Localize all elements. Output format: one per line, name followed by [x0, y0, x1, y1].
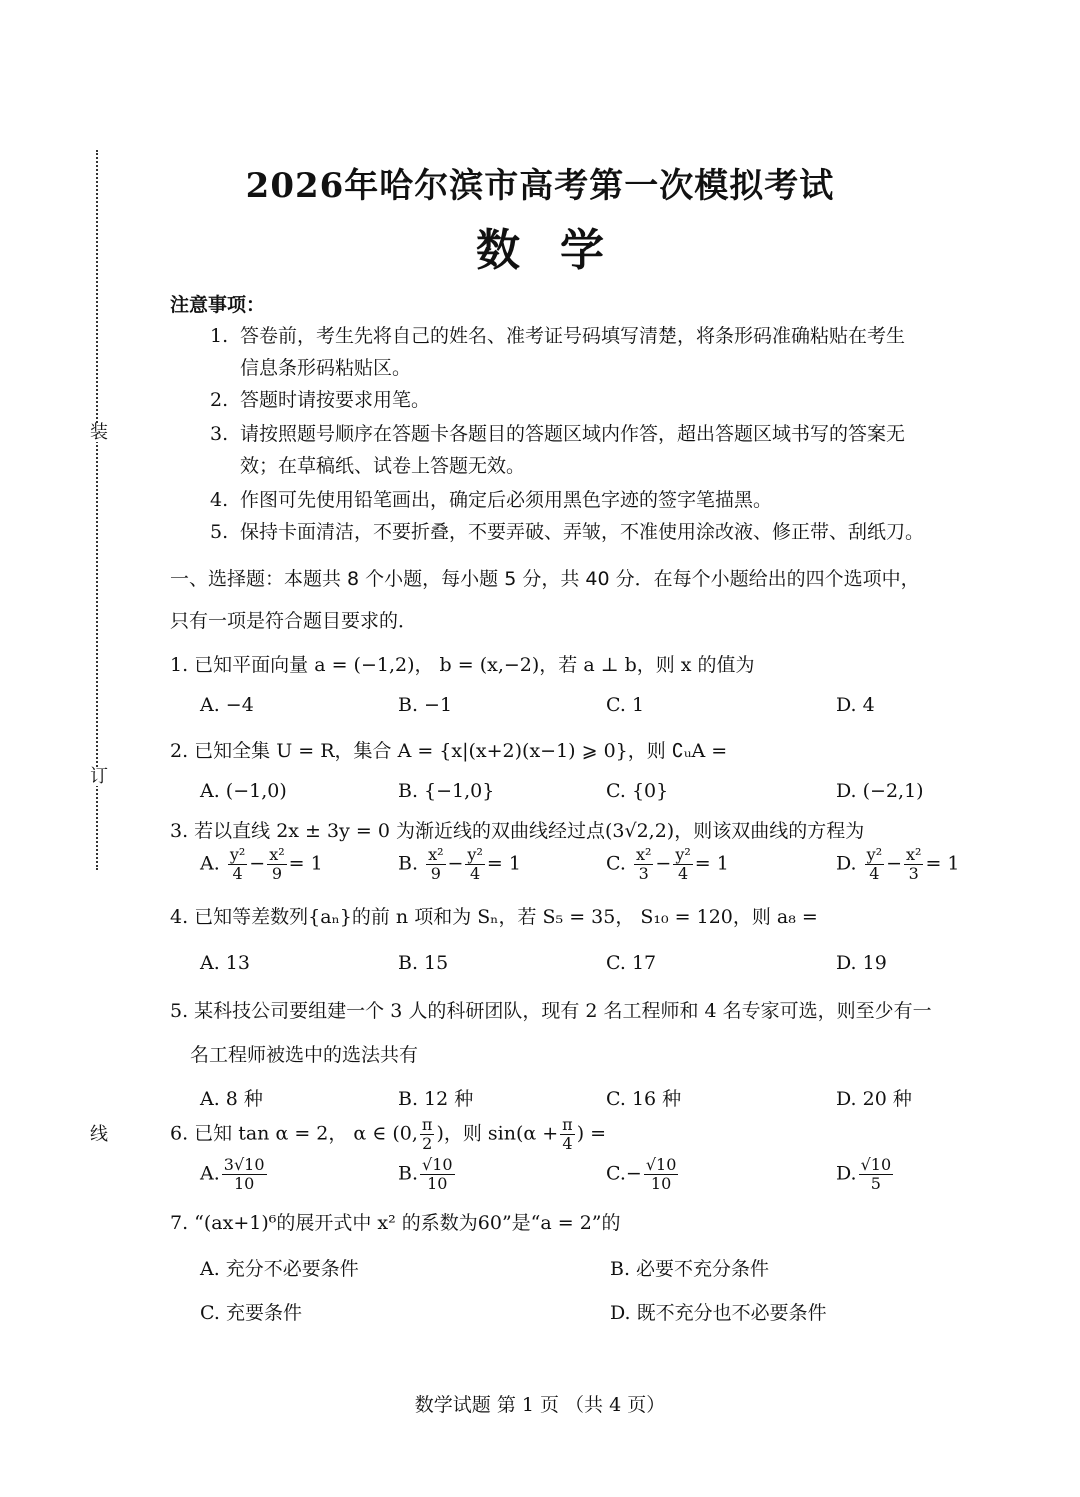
question-1-stem: 1. 已知平面向量 a = (−1,2)， b = (x,−2)，若 a ⊥ b，则 x 的值为: [170, 654, 755, 676]
q6-stem-pre: 6. 已知 tan α = 2， α ∈ (0,: [170, 1122, 418, 1145]
question-5-stem-line-1: 5. 某科技公司要组建一个 3 人的科研团队，现有 2 名工程师和 4 名专家可选，则至少有一: [170, 1000, 932, 1022]
q2-option-c: C. {0}: [606, 780, 669, 802]
q4-option-d: D. 19: [836, 952, 887, 974]
notice-num: 2.: [210, 389, 229, 411]
numerator: π: [421, 1115, 433, 1134]
section-line-2: 只有一项是符合题目要求的．: [170, 610, 418, 632]
notice-item-1: [210, 320, 980, 384]
q2-option-d: D. (−2,1): [836, 780, 924, 802]
q2-option-a: A. (−1,0): [200, 780, 287, 802]
numerator: x²: [428, 845, 444, 864]
q3-option-c: C. $\frac{\text{x²}}{3}$ − $\frac{\text{y²}}{4}$ = 1: [606, 845, 729, 883]
q5-option-c: C. 16 种: [606, 1088, 682, 1110]
numerator: π: [562, 1115, 573, 1134]
q3-option-a: A. $\frac{\text{y²}}{4}$ − $\frac{\text{x²}}{9}$ = 1: [200, 845, 323, 883]
option-label: A.: [200, 852, 220, 875]
option-label: C.: [606, 1162, 626, 1185]
option-label: B.: [398, 852, 419, 875]
notice-text: 作图可先使用铅笔画出，确定后必须用黑色字迹的签字笔描黑。: [240, 489, 773, 511]
denominator: 10: [650, 1174, 672, 1193]
numerator: x²: [906, 845, 922, 864]
notice-num: 3.: [210, 423, 229, 445]
denominator: 5: [870, 1174, 881, 1193]
q6-option-d: [836, 1156, 895, 1193]
numerator: y²: [675, 845, 691, 864]
question-4-stem: 4. 已知等差数列{aₙ}的前 n 项和为 Sₙ，若 S₅ = 35， S₁₀ = 120，则 a₈ =: [170, 906, 818, 928]
page-footer: 数学试题 第 1 页 （共 4 页）: [414, 1394, 666, 1416]
notice-item-3: [210, 418, 980, 482]
question-2-stem: 2. 已知全集 U = R，集合 A = {x|(x+2)(x−1) ⩾ 0}，则 ∁ᵤA =: [170, 740, 728, 762]
denominator: 4: [562, 1134, 573, 1153]
notice-text: 答卷前，考生先将自己的姓名、准考证号码填写清楚，将条形码准确粘贴在考生: [240, 325, 906, 347]
equation-rhs: = 1: [925, 852, 960, 875]
q5-option-a: A. 8 种: [200, 1088, 263, 1110]
numerator: x²: [635, 845, 652, 864]
q3-option-b: B. $\frac{\text{x²}}{9}$ − $\frac{\text{y²}}{4}$ = 1: [398, 845, 521, 883]
binding-char-2: 订: [90, 766, 108, 787]
exam-title: 2026年哈尔滨市高考第一次模拟考试: [245, 166, 835, 206]
notice-cont: 信息条形码粘贴区。: [240, 357, 412, 379]
fraction: [904, 846, 923, 883]
numerator: x²: [269, 845, 285, 864]
q5-option-b: B. 12 种: [398, 1088, 474, 1110]
fraction: [634, 846, 653, 883]
q6-option-a: [200, 1156, 269, 1193]
notice-num: 4.: [210, 489, 229, 511]
denominator: 10: [427, 1174, 448, 1193]
fraction: [228, 846, 247, 883]
subject-title: 数学: [476, 225, 644, 276]
option-label: D.: [836, 852, 857, 875]
q7-option-c: C. 充要条件: [200, 1302, 302, 1324]
numerator: √10: [645, 1155, 677, 1174]
q1-option-a: A. −4: [200, 694, 254, 716]
denominator: 9: [271, 864, 282, 883]
notice-cont: 效；在草稿纸、试卷上答题无效。: [240, 455, 526, 477]
fraction: [267, 846, 286, 883]
notice-item-4: [210, 484, 980, 516]
fraction: [420, 1116, 435, 1153]
option-label: D.: [836, 1162, 857, 1185]
notice-text: 请按照题号顺序在答题卡各题目的答题区域内作答，超出答题区域书写的答案无: [240, 423, 906, 445]
q5-option-d: D. 20 种: [836, 1088, 912, 1110]
q7-option-a: A. 充分不必要条件: [200, 1258, 359, 1280]
numerator: √10: [422, 1155, 453, 1174]
notice-item-2: [210, 384, 980, 416]
notice-num: 5.: [210, 521, 229, 543]
q4-option-a: A. 13: [200, 952, 250, 974]
notice-text: 保持卡面清洁，不要折叠，不要弄破、弄皱，不准使用涂改液、修正带、刮纸刀。: [240, 521, 925, 543]
equation-rhs: = 1: [486, 852, 521, 875]
fraction: [560, 1116, 575, 1153]
numerator: 3√10: [223, 1155, 265, 1174]
q1-option-b: B. −1: [398, 694, 453, 716]
q6-option-c: [606, 1156, 680, 1193]
denominator: 3: [908, 864, 919, 883]
denominator: 9: [430, 864, 441, 883]
fraction: [465, 846, 484, 883]
denominator: 4: [232, 864, 243, 883]
denominator: 4: [869, 864, 880, 883]
q2-option-b: B. {−1,0}: [398, 780, 495, 802]
q4-option-b: B. 15: [398, 952, 449, 974]
question-3-stem: 3. 若以直线 2x ± 3y = 0 为渐近线的双曲线经过点(3√2,2)，则该双曲线的方程为: [170, 820, 865, 842]
option-label: B.: [398, 1162, 419, 1185]
notice-text: 答题时请按要求用笔。: [240, 389, 431, 411]
section-heading: [170, 558, 990, 642]
fraction: [420, 1156, 455, 1193]
q1-option-d: D. 4: [836, 694, 875, 716]
notice-heading: 注意事项：: [170, 294, 266, 316]
q6-option-b: [398, 1156, 457, 1193]
fraction: [644, 1156, 679, 1193]
equation-rhs: = 1: [288, 852, 323, 875]
question-6-stem: [170, 1116, 990, 1153]
fraction: [222, 1156, 267, 1193]
denominator: 4: [470, 864, 481, 883]
q7-option-d: D. 既不充分也不必要条件: [610, 1302, 827, 1324]
fraction: [673, 846, 692, 883]
option-label: C.: [606, 852, 626, 875]
denominator: 10: [233, 1174, 255, 1193]
fraction: [865, 846, 884, 883]
numerator: y²: [229, 845, 246, 864]
q1-option-c: C. 1: [606, 694, 645, 716]
option-sign: −: [625, 1162, 642, 1185]
binding-char-3: 线: [90, 1124, 108, 1145]
q7-option-b: B. 必要不充分条件: [610, 1258, 770, 1280]
q3-option-d: D. $\frac{\text{y²}}{4}$ − $\frac{\text{x²}}{3}$ = 1: [836, 845, 960, 883]
fraction: [859, 1156, 894, 1193]
denominator: 2: [422, 1134, 433, 1153]
option-label: A.: [200, 1162, 220, 1185]
binding-char-1: 装: [90, 422, 108, 443]
q6-stem-post: ) =: [576, 1122, 607, 1145]
notice-item-5: [210, 516, 980, 548]
q6-stem-mid: )，则 sin(α +: [436, 1122, 559, 1145]
notice-num: 1.: [210, 325, 229, 347]
q4-option-c: C. 17: [606, 952, 657, 974]
numerator: y²: [467, 845, 483, 864]
numerator: y²: [866, 845, 883, 864]
equation-rhs: = 1: [694, 852, 729, 875]
question-5-stem-line-2: 名工程师被选中的选法共有: [190, 1044, 419, 1066]
section-line-1: 一、选择题：本题共 8 个小题，每小题 5 分，共 40 分．在每个小题给出的四个选项中，: [170, 568, 920, 590]
fraction: [426, 846, 445, 883]
denominator: 4: [677, 864, 689, 883]
numerator: √10: [860, 1155, 892, 1174]
denominator: 3: [638, 864, 649, 883]
question-7-stem: 7. “(ax+1)⁶的展开式中 x² 的系数为60”是“a = 2”的: [170, 1212, 621, 1234]
